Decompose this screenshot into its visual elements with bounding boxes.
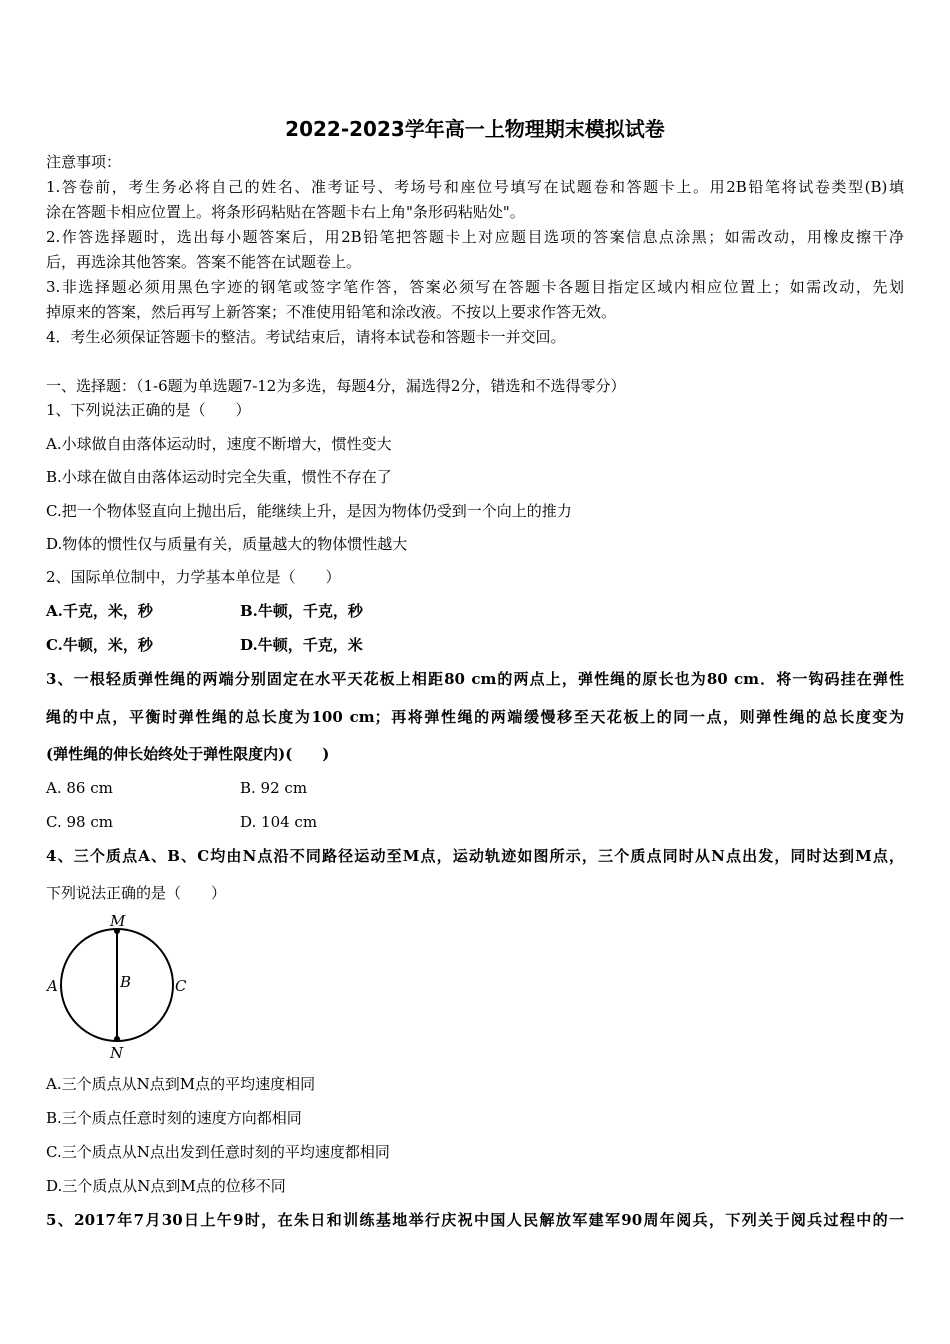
- notice-line: 1.答卷前，考生务必将自己的姓名、准考证号、考场号和座位号填写在试题卷和答题卡上。用2B铅笔将试卷类型(B)填: [46, 178, 904, 196]
- option: B.小球在做自由落体运动时完全失重，惯性不存在了: [46, 468, 392, 486]
- option: B.三个质点任意时刻的速度方向都相同: [46, 1109, 302, 1127]
- label-b: B: [120, 973, 132, 991]
- label-a: A: [47, 977, 58, 995]
- option: D. 104 cm: [240, 813, 318, 831]
- notice-line: 3.非选择题必须用黑色字迹的钢笔或签字笔作答，答案必须写在答题卡各题目指定区域内相应位置上；如需改动，先划: [46, 278, 904, 296]
- page-title: 2022-2023学年高一上物理期末模拟试卷: [285, 117, 665, 141]
- question-stem: 下列说法正确的是（ ）: [46, 884, 227, 902]
- notice-line: 2.作答选择题时，选出每小题答案后，用2B铅笔把答题卡上对应题目选项的答案信息点涂黑；如需改动，用橡皮擦干净: [46, 228, 904, 246]
- trajectory-figure: [40, 908, 200, 1068]
- question-stem: 4、三个质点A、B、C均由N点沿不同路径运动至M点，运动轨迹如图所示，三个质点同时从N点出发，同时达到M点，: [46, 847, 904, 865]
- point-n-dot: [114, 1036, 120, 1042]
- option: C.把一个物体竖直向上抛出后，能继续上升，是因为物体仍受到一个向上的推力: [46, 502, 572, 520]
- option: B. 92 cm: [240, 779, 308, 797]
- option: A.三个质点从N点到M点的平均速度相同: [46, 1075, 316, 1093]
- label-n: N: [110, 1044, 124, 1062]
- option: A.千克，米，秒: [46, 602, 153, 620]
- notice-line: 掉原来的答案，然后再写上新答案；不准使用铅笔和涂改液。不按以上要求作答无效。: [46, 303, 617, 321]
- option: C.三个质点从N点出发到任意时刻的平均速度都相同: [46, 1143, 390, 1161]
- label-m: M: [110, 912, 126, 930]
- question-stem: 绳的中点，平衡时弹性绳的总长度为100 cm；再将弹性绳的两端缓慢移至天花板上的同一点，则弹性绳的总长度变为: [46, 708, 904, 726]
- notice-line: 涂在答题卡相应位置上。将条形码粘贴在答题卡右上角"条形码粘贴处"。: [46, 203, 525, 221]
- question-stem: 5、2017年7月30日上午9时，在朱日和训练基地举行庆祝中国人民解放军建军90周年阅兵，下列关于阅兵过程中的一: [46, 1211, 904, 1229]
- option: D.三个质点从N点到M点的位移不同: [46, 1177, 286, 1195]
- option: A. 86 cm: [46, 779, 113, 797]
- label-c: C: [175, 977, 187, 995]
- option: A.小球做自由落体运动时，速度不断增大，惯性变大: [46, 435, 392, 453]
- option: D.牛顿，千克，米: [240, 636, 363, 654]
- question-stem: 3、一根轻质弹性绳的两端分别固定在水平天花板上相距80 cm的两点上，弹性绳的原长也为80 cm．将一钩码挂在弹性: [46, 670, 904, 688]
- section-heading: 一、选择题：（1-6题为单选题7-12为多选，每题4分，漏选得2分，错选和不选得零分）: [46, 377, 626, 395]
- question-stem: 1、下列说法正确的是（ ）: [46, 401, 251, 419]
- option: C.牛顿，米，秒: [46, 636, 153, 654]
- option: C. 98 cm: [46, 813, 113, 831]
- notice-line: 后，再选涂其他答案。答案不能答在试题卷上。: [46, 253, 362, 271]
- notice-heading: 注意事项：: [46, 153, 122, 171]
- question-stem: 2、国际单位制中，力学基本单位是（ ）: [46, 568, 341, 586]
- notice-line: 4．考生必须保证答题卡的整洁。考试结束后，请将本试卷和答题卡一并交回。: [46, 328, 566, 346]
- option: D.物体的惯性仅与质量有关，质量越大的物体惯性越大: [46, 535, 408, 553]
- question-stem: (弹性绳的伸长始终处于弹性限度内)( ): [46, 745, 330, 763]
- option: B.牛顿，千克，秒: [240, 602, 363, 620]
